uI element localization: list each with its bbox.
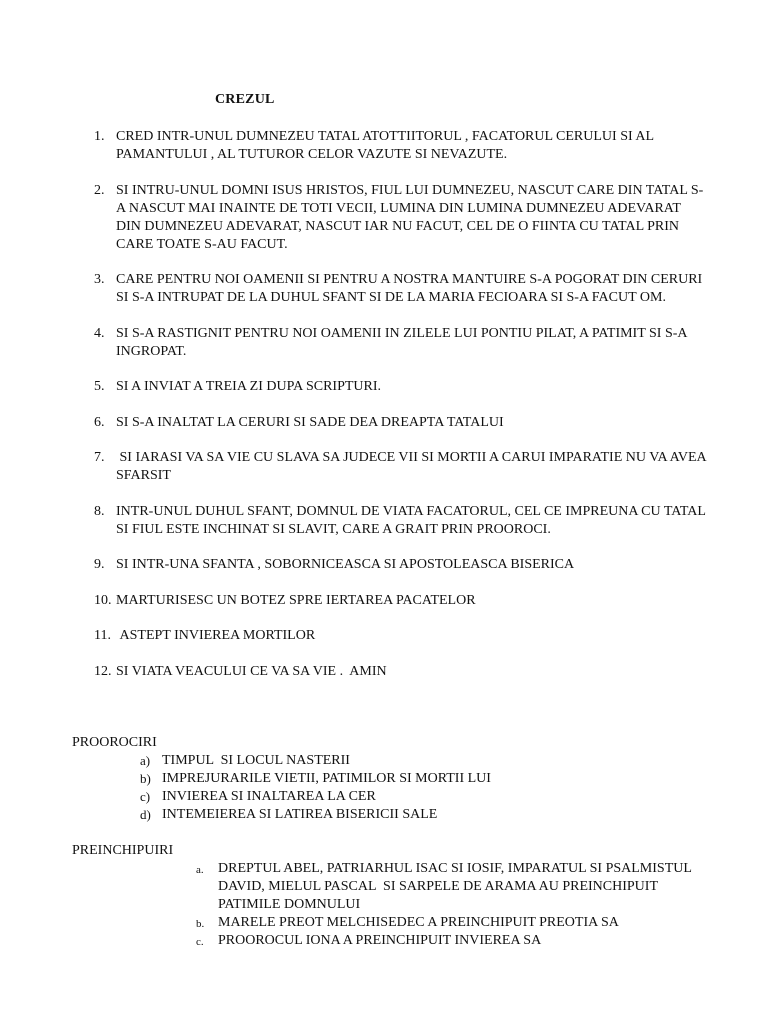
item-text: SI INTR-UNA SFANTA , SOBORNICEASCA SI APOSTOLEASCA BISERICA xyxy=(116,557,575,572)
item-text: SI S-A INALTAT LA CERURI SI SADE DEA DREAPTA TATALUI xyxy=(116,414,504,430)
item-text: INVIEREA SI INALTAREA LA CER xyxy=(162,789,376,804)
item-text: TIMPUL SI LOCUL NASTERII xyxy=(162,753,350,768)
item-number: 2. xyxy=(94,182,105,198)
creed-item-4 xyxy=(0,325,768,361)
item-text: SI A INVIAT A TREIA ZI DUPA SCRIPTURI. xyxy=(116,379,382,394)
prooroci-heading: PROOROCIRI xyxy=(72,735,157,750)
item-number: 9. xyxy=(94,557,105,572)
prooroci-item-b xyxy=(0,770,768,788)
creed-item-3 xyxy=(0,271,768,307)
item-number: 10. xyxy=(94,592,112,608)
preinchipuiri-item-b xyxy=(0,914,768,932)
creed-item-10 xyxy=(0,592,768,610)
item-number: 11. xyxy=(94,628,111,643)
item-text: DREPTUL ABEL, PATRIARHUL ISAC SI IOSIF, IMPARATUL SI PSALMISTUL DAVID, MIELUL PASCAL SI SARPELE DE ARAMA AU PREINCHIPUIT PATIMILE DOMNULUI xyxy=(218,861,695,912)
preinchipuiri-heading: PREINCHIPUIRI xyxy=(72,843,174,858)
item-text: IMPREJURARILE VIETII, PATIMILOR SI MORTII LUI xyxy=(162,771,491,786)
item-marker: c) xyxy=(140,789,151,804)
item-number: 7. xyxy=(94,450,105,465)
item-text: SI IARASI VA SA VIE CU SLAVA SA JUDECE VII SI MORTII A CARUI IMPARATIE NU VA AVEA SFARSIT xyxy=(116,450,710,483)
item-text: CARE PENTRU NOI OAMENII SI PENTRU A NOSTRA MANTUIRE S-A POGORAT DIN CERURI SI S-A INTRUPAT DE LA DUHUL SFANT SI DE LA MARIA FECIOARA SI S-A FACUT OM. xyxy=(116,272,703,305)
creed-item-9 xyxy=(0,556,768,574)
preinchipuiri-list xyxy=(0,860,768,950)
item-text: SI VIATA VEACULUI CE VA SA VIE . AMIN xyxy=(116,663,387,679)
creed-item-2 xyxy=(0,182,768,254)
creed-item-1 xyxy=(0,128,768,164)
prooroci-item-a xyxy=(0,752,768,770)
item-text: MARTURISESC UN BOTEZ SPRE IERTAREA PACATELOR xyxy=(116,592,476,608)
creed-item-12 xyxy=(0,663,768,681)
item-text: INTR-UNUL DUHUL SFANT, DOMNUL DE VIATA FACATORUL, CEL CE IMPREUNA CU TATAL SI FIUL ESTE INCHINAT SI SLAVIT, CARE A GRAIT PRIN PROOROCI. xyxy=(116,503,706,537)
item-text: CRED INTR-UNUL DUMNEZEU TATAL ATOTTIITORUL , FACATORUL CERULUI SI AL PAMANTULUI , AL TUTUROR CELOR VAZUTE SI NEVAZUTE. xyxy=(116,129,654,162)
item-marker: c. xyxy=(196,936,204,948)
item-text: PROOROCUL IONA A PREINCHIPUIT INVIEREA SA xyxy=(218,933,542,948)
item-text: SI INTRU-UNUL DOMNI ISUS HRISTOS, FIUL LUI DUMNEZEU, NASCUT CARE DIN TATAL S-A NASCUT MAI INAINTE DE TOTI VECII, LUMINA DIN LUMINA DUMNEZEU ADEVARAT DIN DUMNEZEU ADEVARAT, NASCUT IAR NU FACUT, CEL DE O FIINTA CU TATAL PRIN CARE TOATE S-AU FACUT. xyxy=(116,182,704,252)
item-number: 8. xyxy=(94,503,105,519)
preinchipuiri-item-a xyxy=(0,860,768,914)
item-number: 6. xyxy=(94,414,105,430)
item-text: SI S-A RASTIGNIT PENTRU NOI OAMENII IN ZILELE LUI PONTIU PILAT, A PATIMIT SI S-A INGROPAT. xyxy=(116,325,687,359)
creed-list xyxy=(0,128,768,698)
item-text: INTEMEIEREA SI LATIREA BISERICII SALE xyxy=(162,807,438,822)
creed-item-7 xyxy=(0,449,768,485)
document-title: CREZUL xyxy=(215,92,275,107)
prooroci-item-c xyxy=(0,788,768,806)
item-marker: a) xyxy=(140,753,151,768)
item-marker: a. xyxy=(196,864,204,876)
item-marker: b) xyxy=(140,771,151,786)
creed-item-5 xyxy=(0,378,768,396)
prooroci-item-d xyxy=(0,806,768,824)
prooroci-list xyxy=(0,752,768,824)
creed-item-8 xyxy=(0,503,768,539)
item-number: 4. xyxy=(94,325,105,341)
creed-item-11 xyxy=(0,627,768,645)
item-text: ASTEPT INVIEREA MORTILOR xyxy=(116,628,316,643)
item-number: 5. xyxy=(94,379,105,394)
creed-item-6 xyxy=(0,414,768,432)
item-number: 1. xyxy=(94,129,105,144)
item-number: 12. xyxy=(94,663,112,679)
item-marker: b. xyxy=(196,918,205,930)
item-number: 3. xyxy=(94,272,105,287)
item-marker: d) xyxy=(140,807,151,822)
preinchipuiri-item-c xyxy=(0,932,768,950)
item-text: MARELE PREOT MELCHISEDEC A PREINCHIPUIT PREOTIA SA xyxy=(218,915,619,930)
